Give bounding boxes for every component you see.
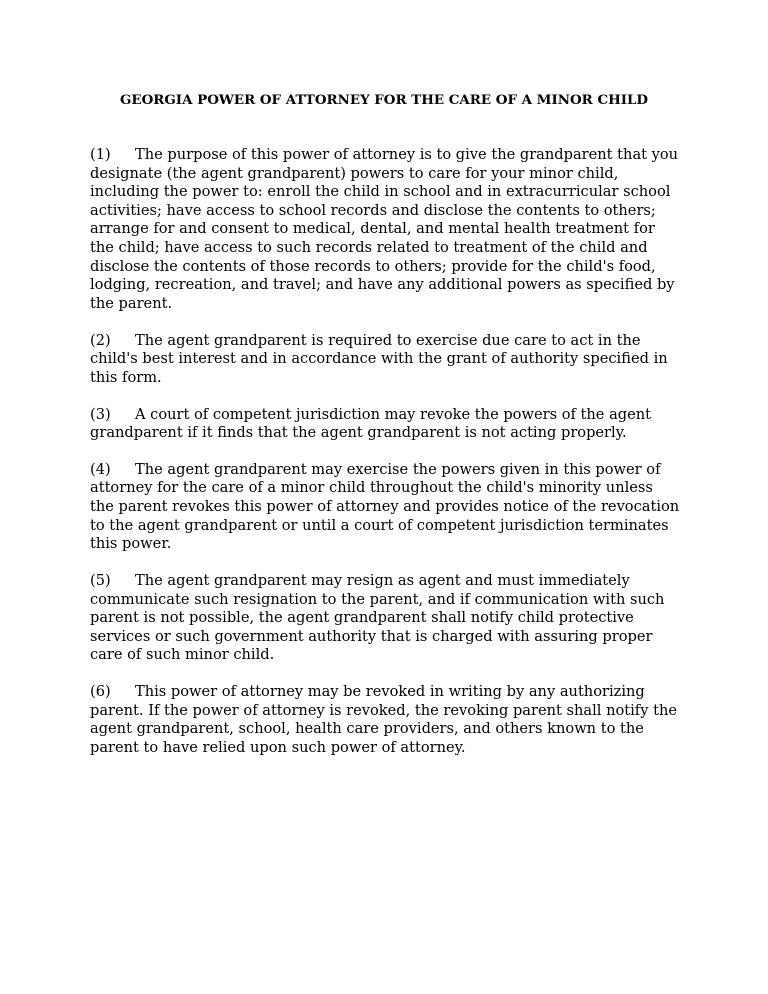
paragraph-number: (6) — [90, 683, 111, 701]
paragraph-5 — [90, 572, 680, 665]
paragraph-4 — [90, 461, 680, 554]
paragraph-text: The agent grandparent may exercise the powers given in this power of attorney for the care of a minor child throughout the child's minority unless the parent revokes this power of attorney and provides notice of the revocation to the agent grandparent or until a court of competent jurisdiction terminates this power. — [90, 460, 680, 553]
paragraph-text: This power of attorney may be revoked in writing by any authorizing parent. If the power of attorney is revoked, the revoking parent shall notify the agent grandparent, school, health care providers, and others known to the parent to have relied upon such power of attorney. — [90, 683, 677, 756]
paragraph-text: The agent grandparent is required to exercise due care to act in the child's best interest and in accordance with the grant of authority specified in this form. — [90, 331, 668, 386]
paragraph-number: (4) — [90, 460, 111, 478]
paragraph-1 — [90, 146, 680, 313]
paragraph-number: (5) — [90, 572, 111, 590]
paragraph-3 — [90, 406, 680, 443]
paragraph-number: (1) — [90, 146, 111, 163]
paragraph-text: The purpose of this power of attorney is to give the grandparent that you designate (the agent grandparent) powers to care for your minor child, including the power to: enroll the child in school and in extracurricular school activities; have access to school records and disclose the contents to others; arrange for and consent to medical, dental, and mental health treatment for the child; have access to such records related to treatment of the child and disclose the contents of those records to others; provide for the child's food, lodging, recreation, and travel; and have any additional powers as specified by the parent. — [90, 146, 679, 312]
paragraph-number: (3) — [90, 405, 111, 423]
document-body — [90, 146, 680, 776]
paragraph-6 — [90, 683, 680, 757]
paragraph-2 — [90, 332, 680, 388]
paragraph-text: A court of competent jurisdiction may revoke the powers of the agent grandparent if it finds that the agent grandparent is not acting properly. — [90, 405, 652, 442]
document-title: GEORGIA POWER OF ATTORNEY FOR THE CARE OF A MINOR CHILD — [119, 92, 649, 108]
paragraph-text: The agent grandparent may resign as agent and must immediately communicate such resignation to the parent, and if communication with such parent is not possible, the agent grandparent shall notify child protective services or such government authority that is charged with assuring proper care of such minor child. — [90, 572, 665, 664]
paragraph-number: (2) — [90, 331, 111, 349]
